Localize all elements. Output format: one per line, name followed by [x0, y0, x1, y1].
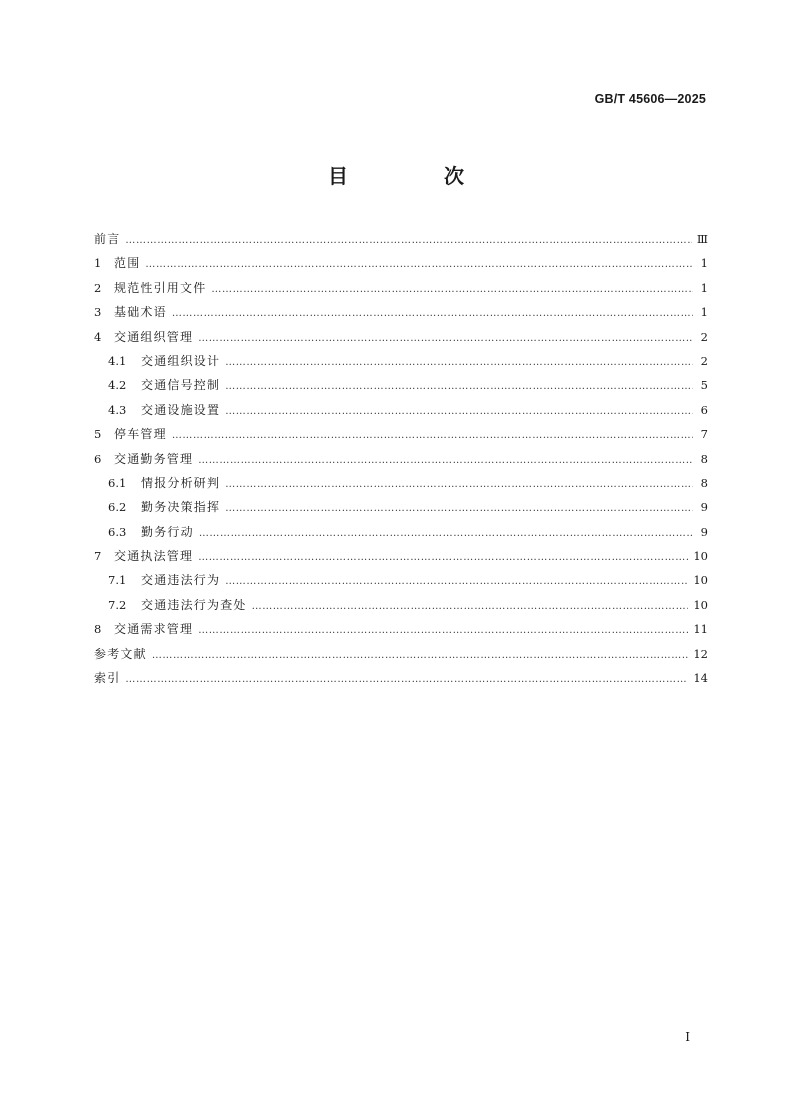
toc-entry-1[interactable]	[94, 251, 708, 275]
toc-entry-label: 勤务决策指挥	[141, 500, 221, 515]
toc-entry-index[interactable]	[94, 666, 708, 690]
dot-leader	[211, 278, 693, 302]
toc-entry-7[interactable]	[94, 544, 708, 568]
toc-entry-4-2[interactable]	[94, 373, 708, 397]
dot-leader	[252, 595, 689, 619]
toc-entry-label: 交通违法行为	[141, 573, 221, 588]
toc-entry-number: 5	[94, 427, 102, 442]
toc-entry-page: 7	[700, 427, 708, 442]
toc-entry-page: 2	[700, 353, 708, 368]
dot-leader	[225, 570, 688, 594]
toc-entry-6-1[interactable]	[94, 471, 708, 495]
dot-leader	[198, 619, 688, 643]
toc-entry-bibliography[interactable]	[94, 642, 708, 666]
toc-entry-number: 4	[94, 329, 102, 344]
toc-entry-page: 14	[693, 671, 708, 686]
toc-entry-page: 10	[693, 549, 708, 564]
toc-entry-label: 情报分析研判	[141, 475, 221, 490]
dot-leader	[225, 351, 693, 375]
toc-entry-number: 4.2	[108, 378, 127, 393]
toc-entry-page: 11	[693, 622, 708, 637]
toc-entry-page: 10	[693, 597, 708, 612]
toc-entry-label: 交通违法行为查处	[141, 597, 247, 612]
toc-entry-6-2[interactable]	[94, 495, 708, 519]
dot-leader	[199, 522, 693, 546]
toc-entry-label: 交通勤务管理	[114, 451, 194, 466]
toc-entry-label: 交通设施设置	[141, 402, 221, 417]
toc-entry-page: 9	[700, 500, 708, 515]
toc-entry-8[interactable]	[94, 617, 708, 641]
toc-entry-number: 7	[94, 549, 102, 564]
toc-entry-label: 参考文献	[94, 646, 147, 661]
toc-entry-label: 规范性引用文件	[114, 280, 207, 295]
toc-entry-page: 1	[700, 280, 708, 295]
toc-entry-7-2[interactable]	[94, 593, 708, 617]
toc-entry-label: 范围	[114, 256, 141, 271]
toc-entry-label: 交通执法管理	[114, 549, 194, 564]
dot-leader	[225, 497, 693, 521]
toc-entry-number: 7.1	[108, 573, 127, 588]
toc-entry-number: 4.3	[108, 402, 127, 417]
toc-entry-label: 勤务行动	[141, 524, 194, 539]
toc-entry-page: 1	[700, 256, 708, 271]
dot-leader	[145, 253, 693, 277]
dot-leader	[225, 473, 693, 497]
dot-leader	[198, 327, 693, 351]
toc-entry-page: 8	[700, 451, 708, 466]
dot-leader	[172, 424, 693, 448]
toc-entry-label: 前言	[94, 232, 121, 246]
toc-entry-number: 6	[94, 451, 102, 466]
dot-leader	[152, 644, 689, 668]
toc-entry-4[interactable]	[94, 325, 708, 349]
toc-entry-label: 停车管理	[114, 427, 167, 442]
page-number: I	[685, 1030, 690, 1044]
toc-entry-page: Ⅲ	[696, 232, 708, 246]
toc-entry-number: 8	[94, 622, 102, 637]
toc-entry-number: 4.1	[108, 353, 127, 368]
toc-entry-page: 12	[693, 646, 708, 661]
dot-leader	[225, 375, 693, 399]
standard-number: GB/T 45606—2025	[594, 92, 706, 106]
toc-entry-3[interactable]	[94, 300, 708, 324]
dot-leader	[125, 668, 688, 692]
dot-leader	[172, 302, 693, 326]
dot-leader	[198, 449, 693, 473]
dot-leader	[198, 546, 688, 570]
toc-entry-label: 交通组织设计	[141, 353, 221, 368]
toc-entry-foreword[interactable]	[94, 227, 708, 251]
toc-entry-number: 6.2	[108, 500, 127, 515]
toc-entry-label: 索引	[94, 671, 121, 686]
toc-entry-page: 9	[700, 524, 708, 539]
toc-entry-page: 5	[700, 378, 708, 393]
toc-entry-7-1[interactable]	[94, 568, 708, 592]
dot-leader	[125, 229, 692, 253]
toc-entry-number: 6.1	[108, 475, 127, 490]
dot-leader	[225, 400, 693, 424]
toc-entry-6[interactable]	[94, 447, 708, 471]
toc-entry-page: 6	[700, 402, 708, 417]
toc-entry-number: 6.3	[108, 524, 127, 539]
toc-entry-number: 2	[94, 280, 102, 295]
table-of-contents	[94, 227, 708, 690]
toc-entry-label: 交通信号控制	[141, 378, 221, 393]
toc-entry-4-1[interactable]	[94, 349, 708, 373]
toc-entry-6-3[interactable]	[94, 520, 708, 544]
toc-entry-label: 基础术语	[114, 305, 167, 320]
toc-entry-page: 2	[700, 329, 708, 344]
toc-entry-number: 3	[94, 305, 102, 320]
toc-entry-2[interactable]	[94, 276, 708, 300]
toc-entry-label: 交通组织管理	[114, 329, 194, 344]
toc-entry-4-3[interactable]	[94, 398, 708, 422]
toc-entry-number: 1	[94, 256, 102, 271]
toc-entry-number: 7.2	[108, 597, 127, 612]
toc-title: 目 次	[328, 164, 502, 188]
toc-entry-5[interactable]	[94, 422, 708, 446]
toc-entry-page: 8	[700, 475, 708, 490]
toc-entry-label: 交通需求管理	[114, 622, 194, 637]
toc-entry-page: 1	[700, 305, 708, 320]
toc-entry-page: 10	[693, 573, 708, 588]
